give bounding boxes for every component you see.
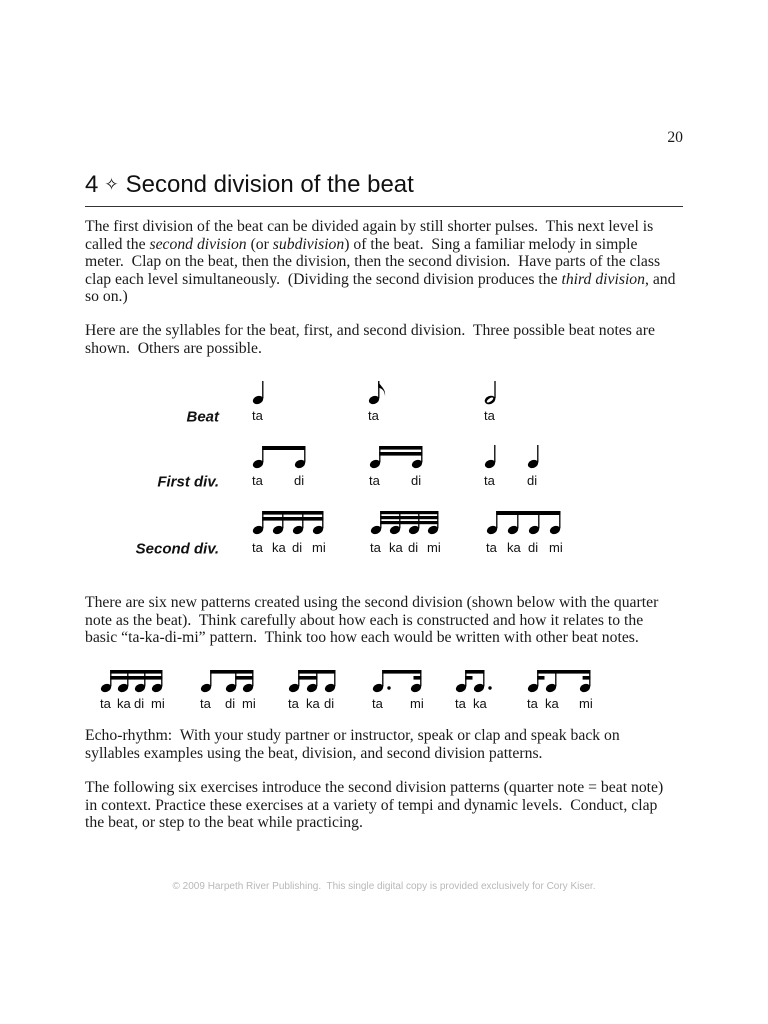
syllable-label: di xyxy=(528,540,539,555)
text-line: syllables examples using the beat, division, and second division patterns. xyxy=(85,744,543,762)
syllable-label: mi xyxy=(151,696,165,711)
text-line: The following six exercises introduce the second division patterns (quarter note = beat note) xyxy=(85,779,664,796)
text-line: Echo-rhythm: With your study partner or instructor, speak or clap and speak back on xyxy=(85,727,620,744)
syllable-label: ta xyxy=(484,408,495,423)
text-line: basic “ta-ka-di-mi” pattern. Think too how each would be written with other beat notes. xyxy=(85,629,639,647)
two-quarter-notes-icon xyxy=(484,445,540,470)
sixteenth-dotted-eighth-icon xyxy=(455,670,492,694)
eighth-two-sixteenths-icon xyxy=(200,670,255,694)
copyright-footer: © 2009 Harpeth River Publishing. This single digital copy is provided exclusively for Cory Kiser. xyxy=(172,881,596,892)
row-label-second-division: Second div. xyxy=(135,540,219,558)
beamed-sixteenth-notes-icon xyxy=(369,446,424,470)
row-label-beat: Beat xyxy=(186,408,219,426)
text-line xyxy=(85,236,685,254)
syllable-label: ta xyxy=(527,696,538,711)
syllable-label: ta xyxy=(368,408,379,423)
syllable-label: mi xyxy=(579,696,593,711)
eighth-note-icon xyxy=(368,381,385,406)
syllable-label: ta xyxy=(100,696,111,711)
text-span: (or xyxy=(246,235,273,253)
syllable-label: ka xyxy=(507,540,521,555)
syllable-label: ka xyxy=(117,696,131,711)
echo-rhythm-paragraph xyxy=(85,727,685,762)
syllable-label: di xyxy=(294,473,305,488)
syllable-table xyxy=(120,370,580,565)
syllable-label: di xyxy=(527,473,538,488)
exercises-paragraph xyxy=(85,779,685,832)
patterns-paragraph xyxy=(85,594,685,647)
dotted-eighth-sixteenth-icon xyxy=(372,670,423,694)
syllable-label: ta xyxy=(484,473,495,488)
text-line: the beat, or step to the beat while practicing. xyxy=(85,814,363,832)
text-line: note as the beat). Think carefully about how each is constructed and how it relates to the xyxy=(85,611,644,629)
syllable-label: ta xyxy=(486,540,497,555)
text-line xyxy=(85,271,685,289)
emphasis-term: second division xyxy=(149,235,247,253)
syllable-label: ta xyxy=(370,540,381,555)
rhythm-patterns xyxy=(90,660,610,715)
text-span: , and xyxy=(645,270,676,288)
syllable-label: ta xyxy=(288,696,299,711)
page-number: 20 xyxy=(667,129,683,146)
text-line: shown. Others are possible. xyxy=(85,339,262,357)
syllable-label: ta xyxy=(369,473,380,488)
four-thirty-second-notes-icon xyxy=(370,511,440,536)
syllable-label: di xyxy=(292,540,303,555)
syllable-label: mi xyxy=(549,540,563,555)
syllables-paragraph xyxy=(85,322,685,357)
text-line: There are six new patterns created using the second division (shown below with the quarter xyxy=(85,594,659,611)
syllable-label: di xyxy=(225,696,236,711)
text-line: so on.) xyxy=(85,288,128,306)
star-ornament-icon: ✧ xyxy=(104,175,119,195)
syllable-label: di xyxy=(411,473,422,488)
syllable-label: ka xyxy=(272,540,286,555)
syllable-label: ka xyxy=(389,540,403,555)
four-sixteenth-notes-icon xyxy=(100,670,164,694)
emphasis-term: subdivision xyxy=(272,235,345,253)
syllable-label: mi xyxy=(312,540,326,555)
syllable-label: di xyxy=(134,696,145,711)
text-line: meter. Clap on the beat, then the division, then the second division. Have parts of the class xyxy=(85,253,661,271)
syllable-label: ta xyxy=(372,696,383,711)
chapter-title: Second division of the beat xyxy=(125,171,414,198)
syllable-label: mi xyxy=(427,540,441,555)
syllable-label: di xyxy=(324,696,335,711)
heading-divider xyxy=(85,206,683,207)
text-line: The first division of the beat can be divided again by still shorter pulses. This next level is xyxy=(85,218,654,235)
row-label-first-division: First div. xyxy=(157,473,219,491)
quarter-note-icon xyxy=(252,381,265,406)
two-sixteenths-eighth-icon xyxy=(288,670,337,694)
intro-paragraph xyxy=(85,218,685,306)
text-line: Here are the syllables for the beat, first, and second division. Three possible beat notes are xyxy=(85,322,655,339)
emphasis-term: third division xyxy=(561,270,645,288)
chapter-number: 4 xyxy=(85,171,99,198)
beamed-eighth-notes-icon xyxy=(252,446,307,470)
text-span: ) of the beat. Sing a familiar melody in simple xyxy=(344,235,638,253)
syllable-label: ka xyxy=(306,696,320,711)
syllable-label: ta xyxy=(252,408,263,423)
syllable-label: ka xyxy=(473,696,487,711)
syllable-label: ta xyxy=(252,473,263,488)
syllable-label: di xyxy=(408,540,419,555)
chapter-heading xyxy=(85,171,414,201)
sixteenth-eighth-sixteenth-icon xyxy=(527,670,592,694)
syllable-label: ta xyxy=(252,540,263,555)
syllable-label: ta xyxy=(200,696,211,711)
half-note-icon xyxy=(483,381,496,406)
four-sixteenth-notes-icon xyxy=(252,511,325,536)
text-line: in context. Practice these exercises at a variety of tempi and dynamic levels. Conduct, clap xyxy=(85,796,658,814)
syllable-label: mi xyxy=(410,696,424,711)
syllable-label: mi xyxy=(242,696,256,711)
text-span: clap each level simultaneously. (Dividing the second division produces the xyxy=(85,270,562,288)
four-eighth-notes-icon xyxy=(486,511,562,536)
syllable-label: ka xyxy=(545,696,559,711)
text-span: called the xyxy=(85,235,150,253)
syllable-label: ta xyxy=(455,696,466,711)
